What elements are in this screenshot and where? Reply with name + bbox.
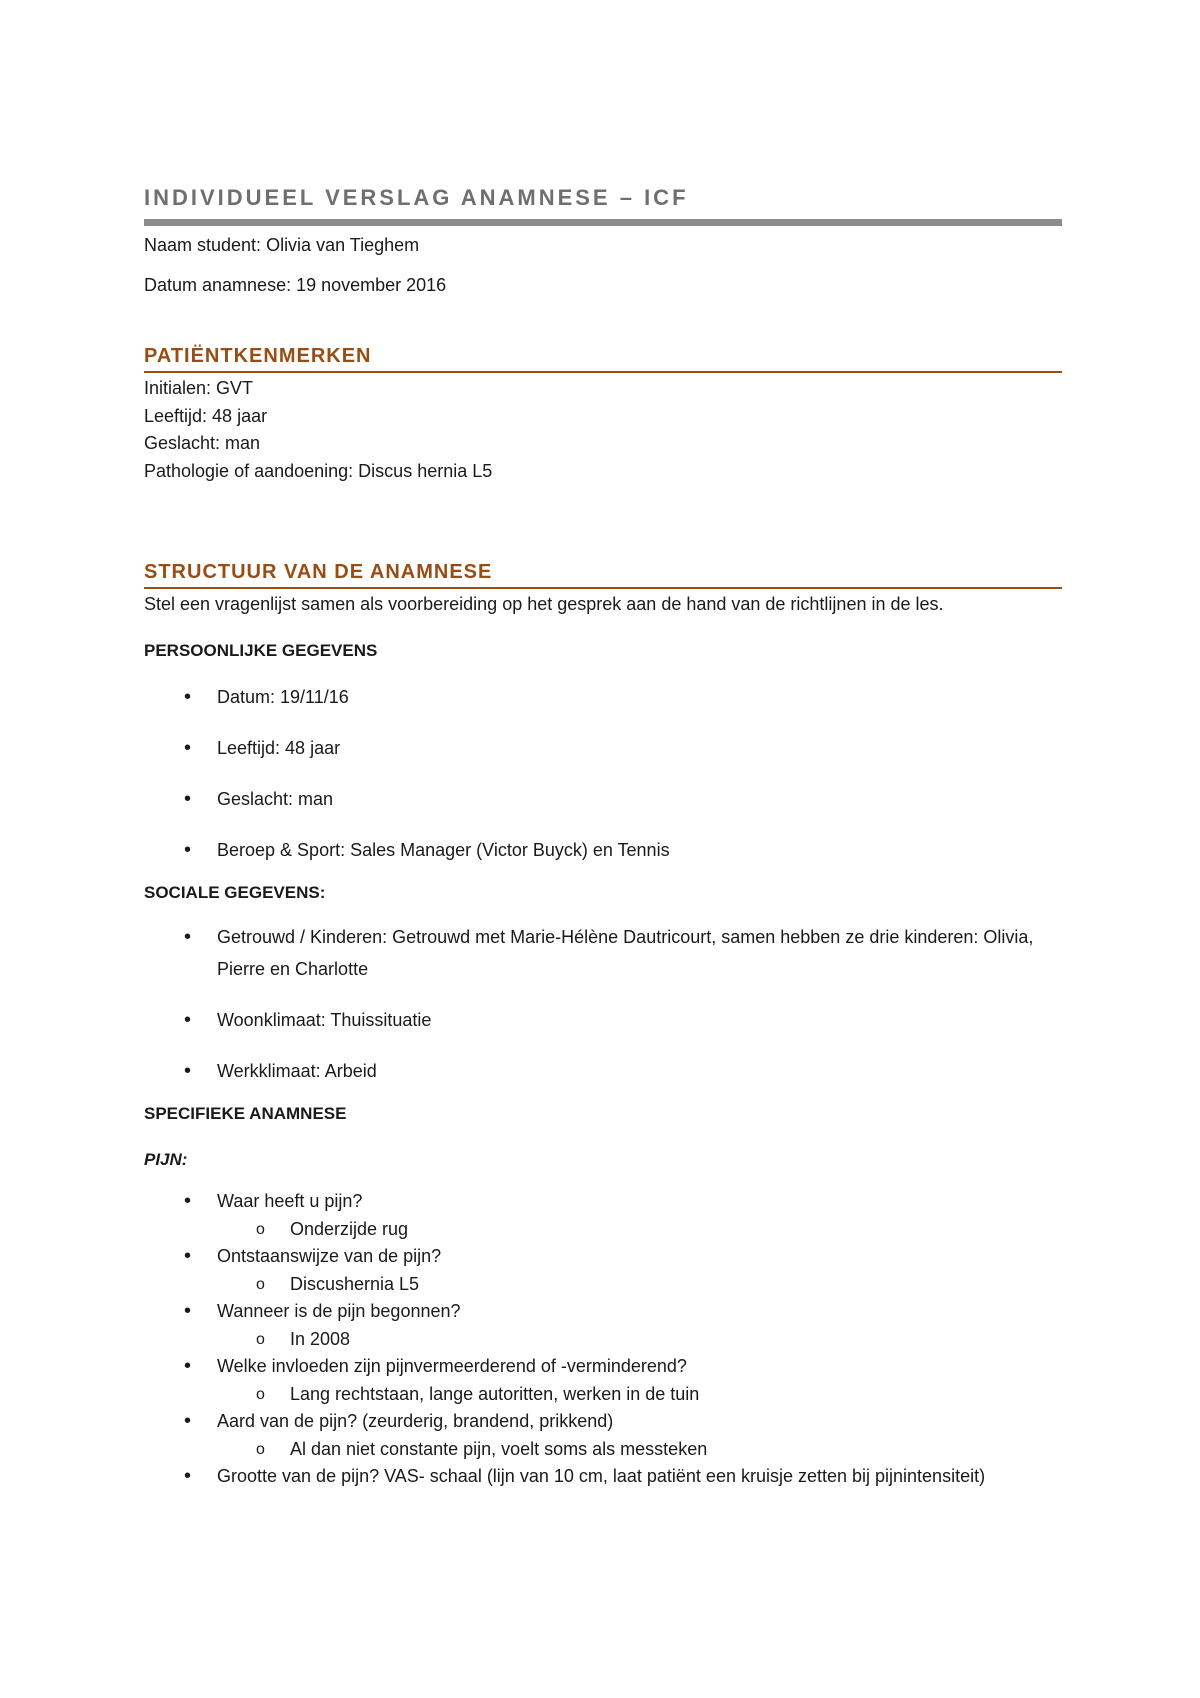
bullet-icon: •	[184, 1355, 192, 1377]
bullet-icon: •	[184, 1410, 192, 1432]
social-data-list	[144, 921, 1062, 1087]
list-item: • Grootte van de pijn? VAS- schaal (lijn van 10 cm, laat patiënt een kruisje zetten bij pijnintensiteit)	[144, 1463, 1062, 1491]
anamnesis-date: Datum anamnese: 19 november 2016	[144, 275, 447, 295]
bullet-icon: •	[184, 1465, 192, 1487]
structure-intro: Stel een vragenlijst samen als voorbereiding op het gesprek aan de hand van de richtlijnen in de les.	[144, 594, 944, 614]
bullet-icon: •	[184, 1009, 192, 1031]
bullet-icon: •	[184, 686, 192, 708]
list-item: • Waar heeft u pijn?	[144, 1188, 1062, 1216]
answer-item: o In 2008	[144, 1326, 1062, 1354]
personal-data-heading: PERSOONLIJKE GEGEVENS	[144, 641, 378, 660]
patient-pathology: Pathologie of aandoening: Discus hernia L5	[144, 460, 493, 481]
answer-item: o Lang rechtstaan, lange autoritten, werken in de tuin	[144, 1381, 1062, 1409]
social-data-heading: SOCIALE GEGEVENS:	[144, 883, 326, 902]
list-item: • Werkklimaat: Arbeid	[144, 1055, 1062, 1087]
bullet-icon: •	[184, 1060, 192, 1082]
personal-data-list	[144, 681, 1062, 866]
list-item: • Aard van de pijn? (zeurderig, brandend, prikkend)	[144, 1408, 1062, 1436]
sub-bullet-icon: o	[256, 1275, 265, 1293]
bullet-icon: •	[184, 839, 192, 861]
list-item: • Geslacht: man	[144, 783, 1062, 815]
patient-sex: Geslacht: man	[144, 433, 261, 453]
section-divider	[144, 587, 1062, 589]
patient-initials: Initialen: GVT	[144, 378, 254, 398]
list-item: • Welke invloeden zijn pijnvermeerderend of -verminderend?	[144, 1353, 1062, 1381]
pain-question-list	[144, 1188, 1062, 1491]
sub-bullet-icon: o	[256, 1385, 265, 1403]
answer-item: o Al dan niet constante pijn, voelt soms als messteken	[144, 1436, 1062, 1464]
bullet-icon: •	[184, 1300, 192, 1322]
patient-characteristics	[144, 375, 1062, 485]
list-item: • Getrouwd / Kinderen: Getrouwd met Marie-Hélène Dautricourt, samen hebben ze drie kinderen: Olivia, Pierre en Charlotte	[144, 921, 1062, 985]
sub-bullet-icon: o	[256, 1440, 265, 1458]
answer-item: o Discushernia L5	[144, 1271, 1062, 1299]
pain-heading: PIJN:	[144, 1150, 188, 1169]
bullet-icon: •	[184, 788, 192, 810]
bullet-icon: •	[184, 926, 192, 948]
list-item: • Leeftijd: 48 jaar	[144, 732, 1062, 764]
bullet-icon: •	[184, 1190, 192, 1212]
student-name: Naam student: Olivia van Tieghem	[144, 235, 420, 255]
sub-bullet-icon: o	[256, 1330, 265, 1348]
specific-anamnesis-heading: SPECIFIEKE ANAMNESE	[144, 1104, 347, 1123]
document-title: INDIVIDUEEL VERSLAG ANAMNESE – ICF	[144, 185, 689, 210]
document-page	[144, 184, 1062, 1491]
patient-characteristics-heading: PATIËNTKENMERKEN	[144, 345, 372, 367]
bullet-icon: •	[184, 737, 192, 759]
list-item: • Wanneer is de pijn begonnen?	[144, 1298, 1062, 1326]
answer-item: o Onderzijde rug	[144, 1216, 1062, 1244]
list-item: • Beroep & Sport: Sales Manager (Victor Buyck) en Tennis	[144, 834, 1062, 866]
title-divider	[144, 219, 1062, 226]
patient-age: Leeftijd: 48 jaar	[144, 405, 268, 426]
sub-bullet-icon: o	[256, 1220, 265, 1238]
list-item: • Ontstaanswijze van de pijn?	[144, 1243, 1062, 1271]
structure-heading: STRUCTUUR VAN DE ANAMNESE	[144, 561, 493, 583]
list-item: • Woonklimaat: Thuissituatie	[144, 1004, 1062, 1036]
section-divider	[144, 371, 1062, 373]
list-item: • Datum: 19/11/16	[144, 681, 1062, 713]
bullet-icon: •	[184, 1245, 192, 1267]
